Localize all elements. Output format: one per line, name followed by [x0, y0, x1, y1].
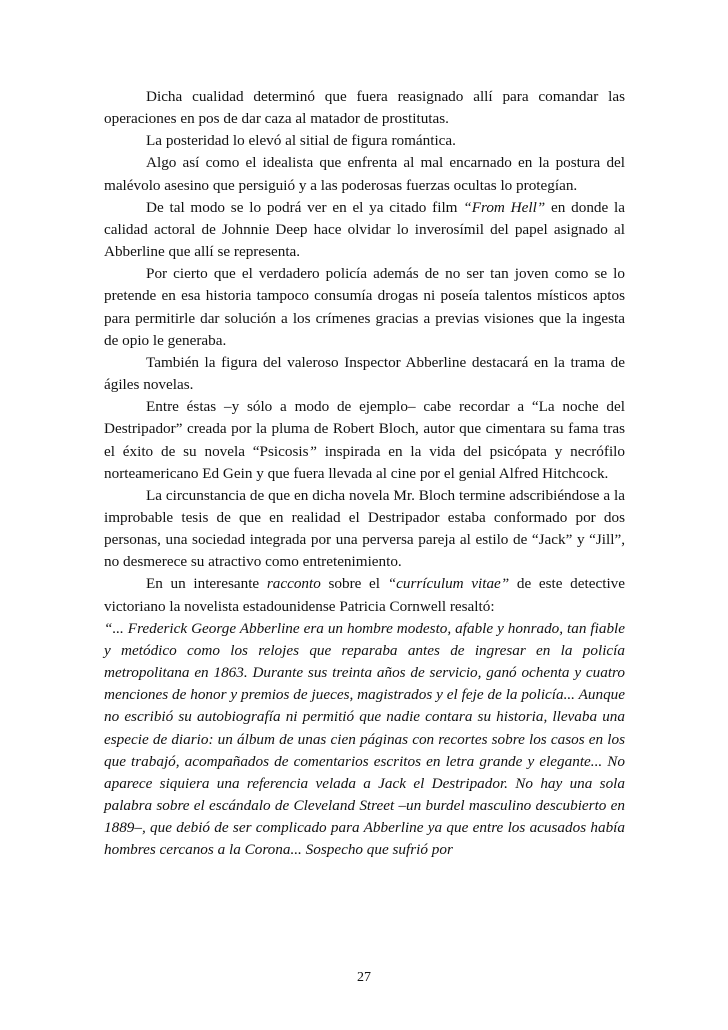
- text-segment: De tal modo se lo podrá ver en el ya citado film: [146, 198, 464, 216]
- text-segment: Algo así como el idealista que enfrenta al mal encarnado en la postura del malévolo asesino que persiguió y a las poderosas fuerzas ocultas lo protegían.: [104, 154, 625, 194]
- text-segment: La circunstancia de que en dicha novela Mr. Bloch termine adscribiéndose a la improbable tesis de que en realidad el Destripador estaba conformado por dos personas, una sociedad integrada por una perversa pareja al estilo de “Jack” y “Jill”, no desmerece su atractivo como entretenimiento.: [104, 486, 625, 571]
- paragraph: [104, 573, 625, 617]
- italic-text: “From Hell”: [463, 198, 546, 216]
- text-segment: inspirada en la vida del psicópata y necrófilo norteamericano Ed Gein y que fuera llevada al cine por el genial Alfred Hitchcock.: [104, 442, 625, 482]
- text-segment: en donde la calidad actoral de Johnnie Deep hace olvidar lo inverosímil del papel asignado al Abberline que allí se representa.: [104, 198, 625, 261]
- paragraph: [104, 352, 625, 396]
- text-segment: También la figura del valeroso Inspector Abberline destacará en la trama de ágiles novelas.: [104, 353, 625, 394]
- italic-text: racconto: [266, 575, 321, 593]
- text-segment: Entre éstas –y sólo a modo de ejemplo– cabe recordar a “La noche del Destripador” creada por la pluma de Robert Bloch, autor que cimentara su fama tras el éxito de su novela “Psicosis: [104, 398, 625, 460]
- text-segment: En un interesante: [146, 575, 267, 593]
- cornwell-quote: “... Frederick George Abberline era un hombre modesto, afable y honrado, tan fiable y metódico como los relojes que reparaba antes de ingresar en la policía metropolitana en 1863. Durante sus treinta años de servicio, ganó ochenta y cuatro menciones de honor y premios de jueces, magistrados y el feje de la policía... Aunque no escribió su autobiografía ni permitió que nadie contara su historia, llevaba una especie de diario: un álbum de unas cien páginas con recortes sobre los casos en los que trabajó, acompañados de comentarios escritos en letra grande y elegante... No aparece siquiera una referencia velada a Jack el Destripador. No hay una sola palabra sobre el escándalo de Cleveland Street –un burdel masculino descubierto en 1889–, que debió de ser complicado para Abberline ya que entre los acusados había hombres cercanos a la Corona... Sospecho que sufrió por: [104, 619, 625, 859]
- text-segment: La posteridad lo elevó al sitial de figura romántica.: [146, 132, 456, 150]
- text-segment: de este detective victoriano la novelista estadounidense Patricia Cornwell resaltó:: [104, 575, 625, 615]
- text-segment: Por cierto que el verdadero policía además de no ser tan joven como se lo pretende en esa historia tampoco consumía drogas ni poseía talentos místicos aptos para permitirle dar solución a los crímenes gracias a previas visiones que la ingesta de opio le generaba.: [104, 265, 625, 349]
- paragraph: [104, 152, 625, 196]
- body-text: [104, 86, 625, 861]
- page-number: 27: [357, 970, 371, 985]
- italic-text: “currículum vitae”: [387, 575, 510, 593]
- paragraph: [104, 130, 625, 152]
- text-segment: Dicha cualidad determinó que fuera reasignado allí para comandar las operaciones en pos de dar caza al matador de prostitutas.: [104, 88, 625, 128]
- text-segment: sobre el: [320, 575, 388, 593]
- italic-text: ”: [308, 442, 317, 460]
- paragraph: [104, 86, 625, 130]
- paragraph: [104, 485, 625, 574]
- paragraph: [104, 396, 625, 485]
- paragraph: [104, 263, 625, 352]
- paragraph: [104, 197, 625, 263]
